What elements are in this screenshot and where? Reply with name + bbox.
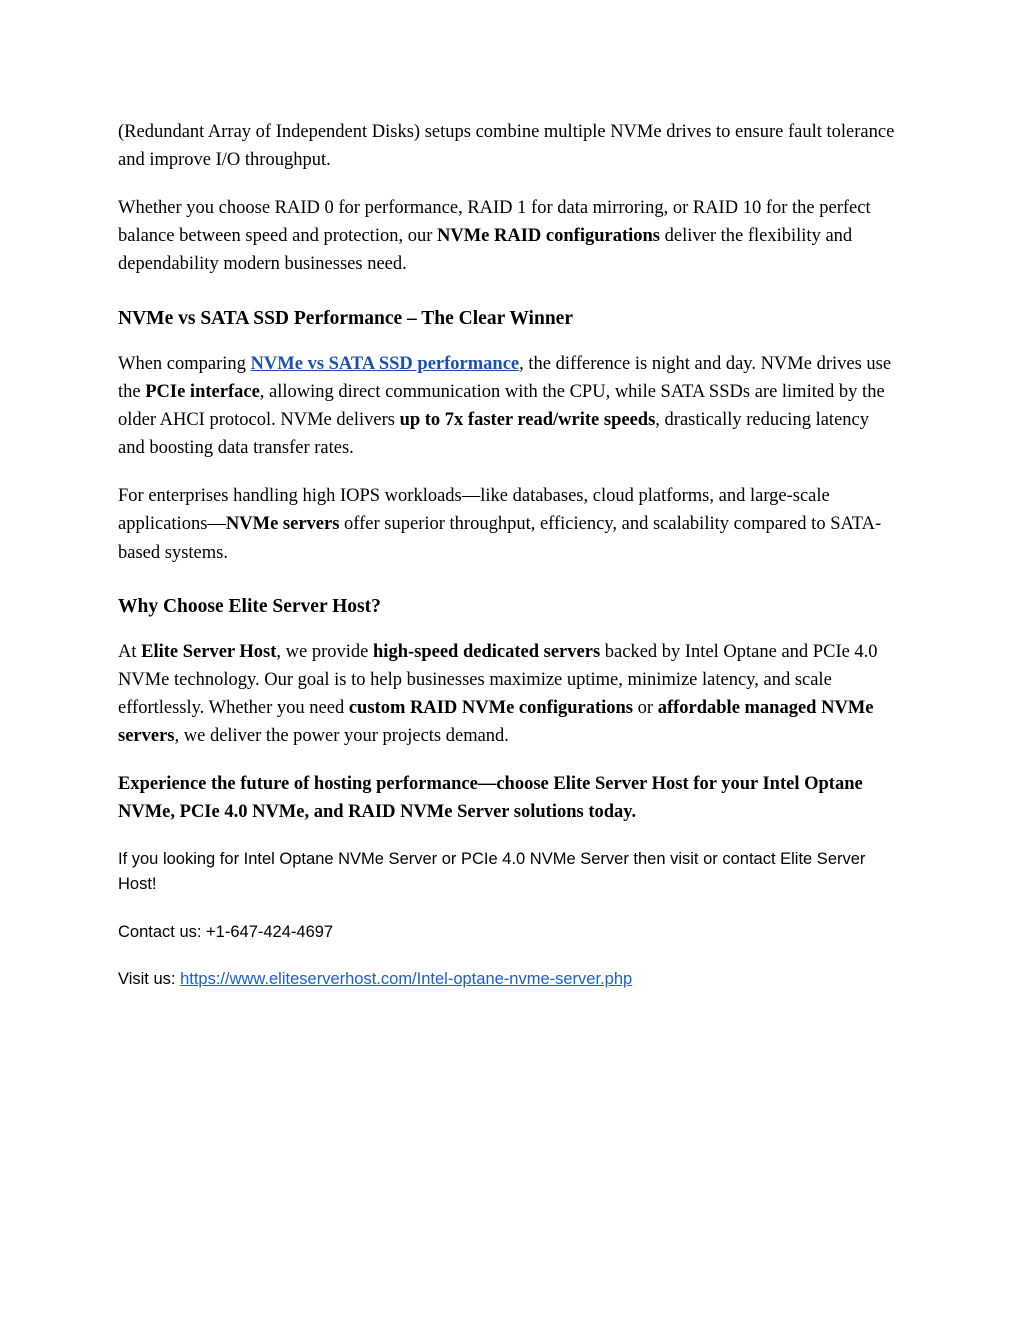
link-eliteserverhost-website[interactable]: https://www.eliteserverhost.com/Intel-optane-nvme-server.php xyxy=(180,970,633,989)
document-body xyxy=(118,118,900,1015)
paragraph-text-part: , we provide xyxy=(276,641,374,662)
paragraph-visit-or-contact: If you looking for Intel Optane NVMe Server or PCIe 4.0 NVMe Server then visit or contact Elite Server Host! xyxy=(118,849,866,894)
paragraph-text-part: At xyxy=(118,641,142,662)
paragraph-why-choose xyxy=(118,638,900,750)
emphasis-nvme-raid-configurations: NVMe RAID configurations xyxy=(437,226,661,247)
emphasis-faster-speeds: up to 7x faster read/write speeds xyxy=(399,410,656,431)
visit-us-label: Visit us: xyxy=(118,970,181,989)
emphasis-elite-server-host: Elite Server Host xyxy=(141,641,277,662)
link-nvme-vs-sata-ssd-performance[interactable]: NVMe vs SATA SSD performance xyxy=(250,353,520,374)
section-heading-nvme-vs-sata: NVMe vs SATA SSD Performance – The Clear Winner xyxy=(118,307,573,329)
emphasis-pcie-interface: PCIe interface xyxy=(145,381,260,402)
paragraph-text-part: For enterprises handling high IOPS workloads—like databases, cloud platforms, and large-scale applications— xyxy=(118,486,830,535)
emphasis-affordable-managed-nvme-servers: affordable managed NVMe servers xyxy=(118,698,874,747)
paragraph-call-to-action: Experience the future of hosting performance—choose Elite Server Host for your Intel Optane NVMe, PCIe 4.0 NVMe, and RAID NVMe Server solutions today. xyxy=(118,774,863,823)
paragraph-text-part: or xyxy=(633,698,658,719)
paragraph-text: (Redundant Array of Independent Disks) setups combine multiple NVMe drives to ensure fault tolerance and improve I/O throughput. xyxy=(118,122,895,171)
paragraph-text-part: Whether you choose RAID 0 for performance, RAID 1 for data mirroring, or RAID 10 for the perfect balance between speed and protection, our xyxy=(118,198,871,247)
emphasis-custom-raid-nvme-configurations: custom RAID NVMe configurations xyxy=(348,698,634,719)
paragraph-text-part: offer superior throughput, efficiency, and scalability compared to SATA-based systems. xyxy=(118,514,882,563)
paragraph-text-part: , allowing direct communication with the CPU, while SATA SSDs are limited by the older AHCI protocol. NVMe delivers xyxy=(118,381,885,431)
paragraph-text-part: , the difference is night and day. NVMe drives use the xyxy=(118,353,892,402)
paragraph-raid-options xyxy=(118,194,900,278)
contact-phone-line: Contact us: +1-647-424-4697 xyxy=(118,922,334,941)
paragraph-intro-continuation xyxy=(118,118,900,174)
paragraph-enterprise-iops xyxy=(118,482,900,566)
paragraph-text-part: When comparing xyxy=(118,353,251,374)
visit-us-line xyxy=(118,967,900,993)
paragraph-text-part: deliver the flexibility and dependability modern businesses need. xyxy=(118,226,853,275)
emphasis-nvme-servers: NVMe servers xyxy=(225,514,340,535)
paragraph-nvme-vs-sata xyxy=(118,350,900,462)
paragraph-text-part: backed by Intel Optane and PCIe 4.0 NVMe technology. Our goal is to help businesses maximize uptime, minimize latency, and scale effortlessly. Whether you need xyxy=(118,641,878,719)
paragraph-text-part: , drastically reducing latency and boosting data transfer rates. xyxy=(118,410,869,459)
section-heading-why-choose: Why Choose Elite Server Host? xyxy=(118,595,381,617)
paragraph-text-part: , we deliver the power your projects demand. xyxy=(174,726,509,747)
emphasis-high-speed-dedicated-servers: high-speed dedicated servers xyxy=(373,641,601,662)
